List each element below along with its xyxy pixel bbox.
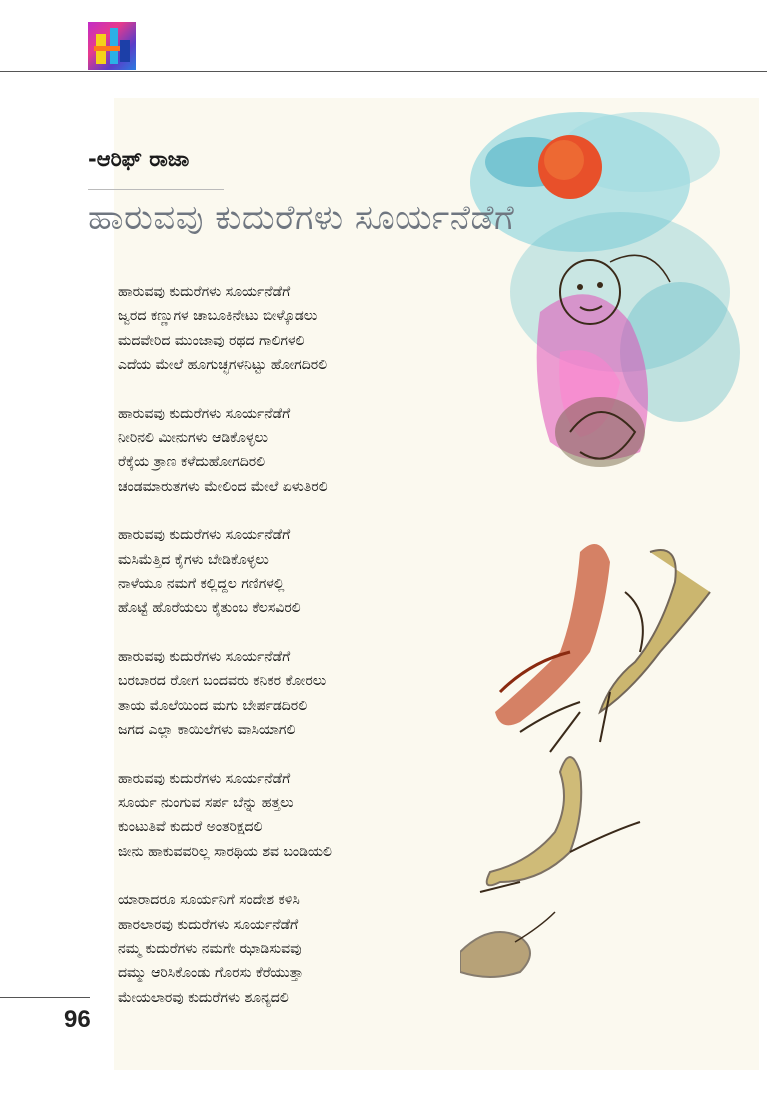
- poem-line: ಬರಬಾರದ ರೋಗ ಬಂದವರು ಕನಿಕರ ಕೋರಲು: [118, 673, 327, 690]
- stanza: [118, 523, 332, 621]
- stanza: [118, 280, 332, 378]
- poem-line: ಮದವೇರಿದ ಮುಂಜಾವು ರಥದ ಗಾಲಿಗಳಲಿ: [118, 332, 305, 349]
- poem-line: ದಮ್ಮು ಆರಿಸಿಕೊಂಡು ಗೊರಸು ಕೆರೆಯುತ್ತಾ: [118, 965, 304, 982]
- poem-line: ಮಸಿಮೆತ್ತಿದ ಕೈಗಳು ಬೇಡಿಕೊಳ್ಳಲು: [118, 551, 269, 568]
- poem-line: ಹೊಟ್ಟೆ ಹೊರೆಯಲು ಕೈತುಂಬ ಕೆಲಸವಿರಲಿ: [118, 600, 301, 617]
- stanza: [118, 645, 332, 743]
- poem-line: ತಾಯ ಮೊಲೆಯಿಂದ ಮಗು ಬೇರ್ಪಡದಿರಲಿ: [118, 697, 308, 714]
- poem-line: ಹಾರುವವು ಕುದುರೆಗಳು ಸೂರ್ಯನೆಡೆಗೆ: [118, 405, 291, 422]
- author-divider: [88, 189, 224, 190]
- poem-line: ಜ್ವರದ ಕಣ್ಣುಗಳ ಚಾಬೂಕಿನೇಟು ಬೀಳ್ಕೊಡಲು: [118, 308, 318, 325]
- magazine-logo-icon: [88, 22, 136, 70]
- poem-line: ಹಾರುವವು ಕುದುರೆಗಳು ಸೂರ್ಯನೆಡೆಗೆ: [118, 527, 291, 544]
- page-number: 96: [64, 1006, 91, 1033]
- poem-line: ಎದೆಯ ಮೇಲೆ ಹೂಗುಚ್ಛಗಳನಿಟ್ಟು ಹೋಗದಿರಲಿ: [118, 357, 328, 374]
- poem-line: ನಾಳೆಯೂ ನಮಗೆ ಕಲ್ಲಿದ್ದಲ ಗಣಿಗಳಲ್ಲಿ: [118, 576, 285, 593]
- poem-title: ಹಾರುವವು ಕುದುರೆಗಳು ಸೂರ್ಯನೆಡೆಗೆ: [88, 198, 515, 238]
- poem-line: ಹಾರುವವು ಕುದುರೆಗಳು ಸೂರ್ಯನೆಡೆಗೆ: [118, 770, 291, 787]
- stanza: [118, 888, 332, 1010]
- poem-line: ಹಾರುವವು ಕುದುರೆಗಳು ಸೂರ್ಯನೆಡೆಗೆ: [118, 284, 291, 300]
- poem-line: ಯಾರಾದರೂ ಸೂರ್ಯನಿಗೆ ಸಂದೇಶ ಕಳಿಸಿ: [118, 892, 300, 909]
- poem-line: ಹಾರಲಾರವು ಕುದುರೆಗಳು ಸೂರ್ಯನೆಡೆಗೆ: [118, 916, 299, 933]
- author-name: -ಆರಿಫ್ ರಾಜಾ: [88, 147, 190, 171]
- stanza: [118, 402, 332, 500]
- poem-line: ಕುಂಟುತಿವೆ ಕುದುರೆ ಅಂತರಿಕ್ಷದಲಿ: [118, 819, 263, 836]
- poem-line: ಜಗದ ಎಲ್ಲಾ ಕಾಯಿಲೆಗಳು ವಾಸಿಯಾಗಲಿ: [118, 722, 296, 739]
- poem-line: ಮೇಯಲಾರವು ಕುದುರೆಗಳು ಶೂನ್ಯದಲಿ: [118, 989, 289, 1006]
- poem-line: ಸೂರ್ಯ ನುಂಗುವ ಸರ್ಪ ಬೆನ್ನು ಹತ್ತಲು: [118, 794, 294, 811]
- poem-body: [118, 280, 332, 1034]
- poem-line: ನೀರಿನಲಿ ಮೀನುಗಳು ಆಡಿಕೊಳ್ಳಲು: [118, 430, 268, 447]
- poem-line: ಚಂಡಮಾರುತಗಳು ಮೇಲಿಂದ ಮೇಲೆ ಏಳುತಿರಲಿ: [118, 478, 328, 495]
- header-divider: [0, 71, 767, 72]
- poem-line: ನಮ್ಮ ಕುದುರೆಗಳು ನಮಗೇ ಝಾಡಿಸುವವು: [118, 940, 302, 957]
- poem-line: ಜೀನು ಹಾಕುವವರಿಲ್ಲ ಸಾರಥಿಯ ಶವ ಬಂಡಿಯಲಿ: [118, 843, 332, 860]
- footer-divider: [0, 997, 90, 998]
- poem-line: ಹಾರುವವು ಕುದುರೆಗಳು ಸೂರ್ಯನೆಡೆಗೆ: [118, 648, 291, 665]
- stanza: [118, 767, 332, 865]
- poem-line: ರೆಕ್ಕೆಯ ತ್ರಾಣ ಕಳೆದುಹೋಗದಿರಲಿ: [118, 454, 266, 471]
